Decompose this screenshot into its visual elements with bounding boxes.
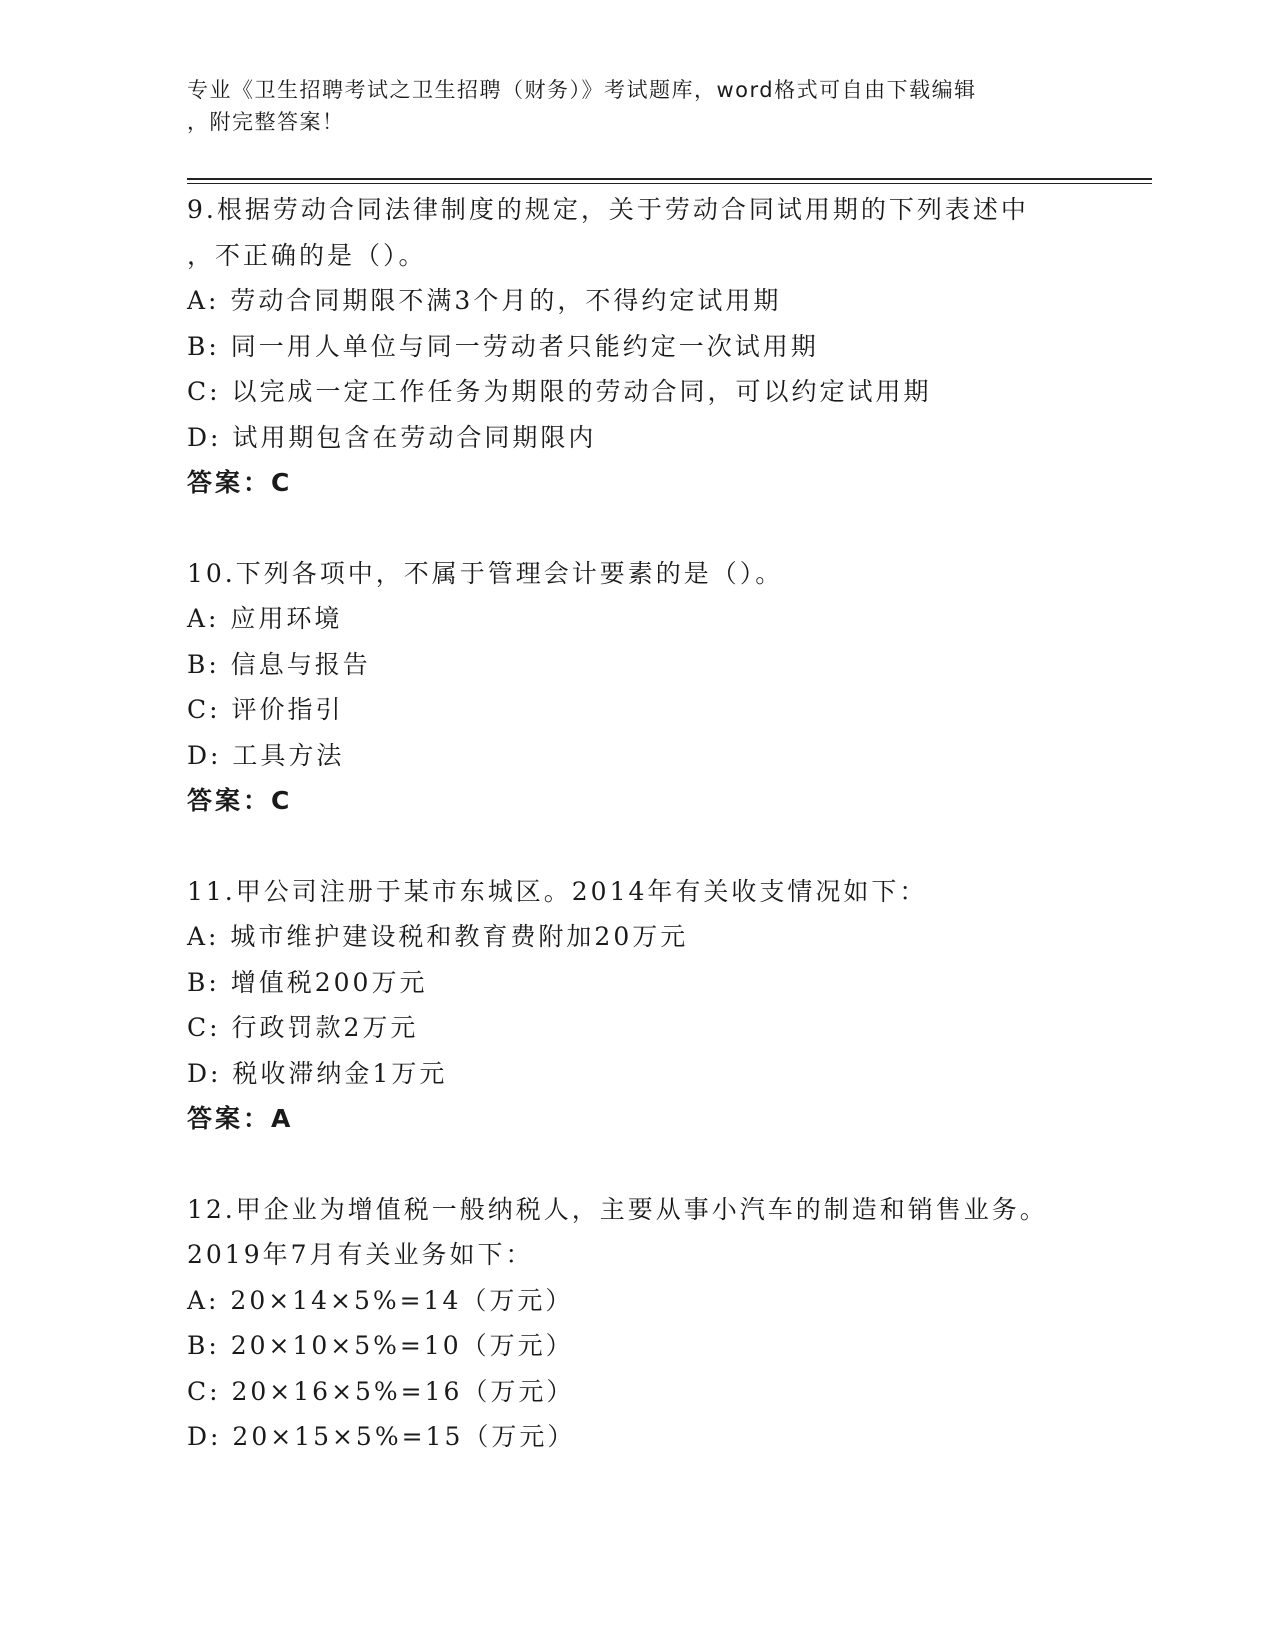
answer: 答案：C [187, 468, 293, 497]
option-c: C: 以完成一定工作任务为期限的劳动合同，可以约定试用期 [187, 377, 932, 406]
option-a: A: 应用环境 [187, 604, 343, 633]
question-list [187, 187, 1147, 1460]
header-divider-thick [187, 178, 1152, 180]
question-stem: 11.甲公司注册于某市东城区。2014年有关收支情况如下： [187, 876, 928, 906]
question-stem: 9.根据劳动合同法律制度的规定，关于劳动合同试用期的下列表述中 [187, 195, 1029, 224]
document-header [187, 74, 1067, 138]
option-b: B: 20×10×5%=10（万元） [187, 1331, 574, 1360]
option-b: B: 信息与报告 [187, 649, 371, 679]
question-stem-continued: ，不正确的是（）。 [187, 240, 427, 270]
answer: 答案：A [187, 1104, 294, 1133]
option-d: D: 工具方法 [187, 740, 345, 770]
option-d: D: 试用期包含在劳动合同期限内 [187, 422, 597, 452]
option-c: C: 20×16×5%=16（万元） [187, 1376, 575, 1406]
option-d: D: 20×15×5%=15（万元） [187, 1422, 576, 1451]
header-line-2: ，附完整答案！ [187, 110, 345, 134]
question-11 [187, 869, 1147, 1142]
option-a: A: 20×14×5%=14（万元） [187, 1285, 574, 1315]
question-stem-continued: 2019年7月有关业务如下： [187, 1240, 534, 1269]
question-9 [187, 187, 1147, 506]
question-12 [187, 1187, 1147, 1460]
question-stem: 10.下列各项中，不属于管理会计要素的是（）。 [187, 558, 784, 588]
option-c: C: 行政罚款2万元 [187, 1013, 419, 1042]
question-stem: 12.甲企业为增值税一般纳税人，主要从事小汽车的制造和销售业务。 [187, 1194, 1048, 1224]
option-a: A: 劳动合同期限不满3个月的，不得约定试用期 [187, 286, 782, 315]
answer: 答案：C [187, 786, 293, 815]
option-a: A: 城市维护建设税和教育费附加20万元 [187, 922, 689, 951]
option-c: C: 评价指引 [187, 695, 344, 724]
option-d: D: 税收滞纳金1万元 [187, 1058, 448, 1088]
option-b: B: 增值税200万元 [187, 967, 428, 997]
question-10 [187, 551, 1147, 824]
option-b: B: 同一用人单位与同一劳动者只能约定一次试用期 [187, 331, 819, 361]
header-line-1: 专业《卫生招聘考试之卫生招聘（财务）》考试题库，word格式可自由下载编辑 [187, 78, 977, 102]
header-divider-thin [187, 183, 1152, 184]
